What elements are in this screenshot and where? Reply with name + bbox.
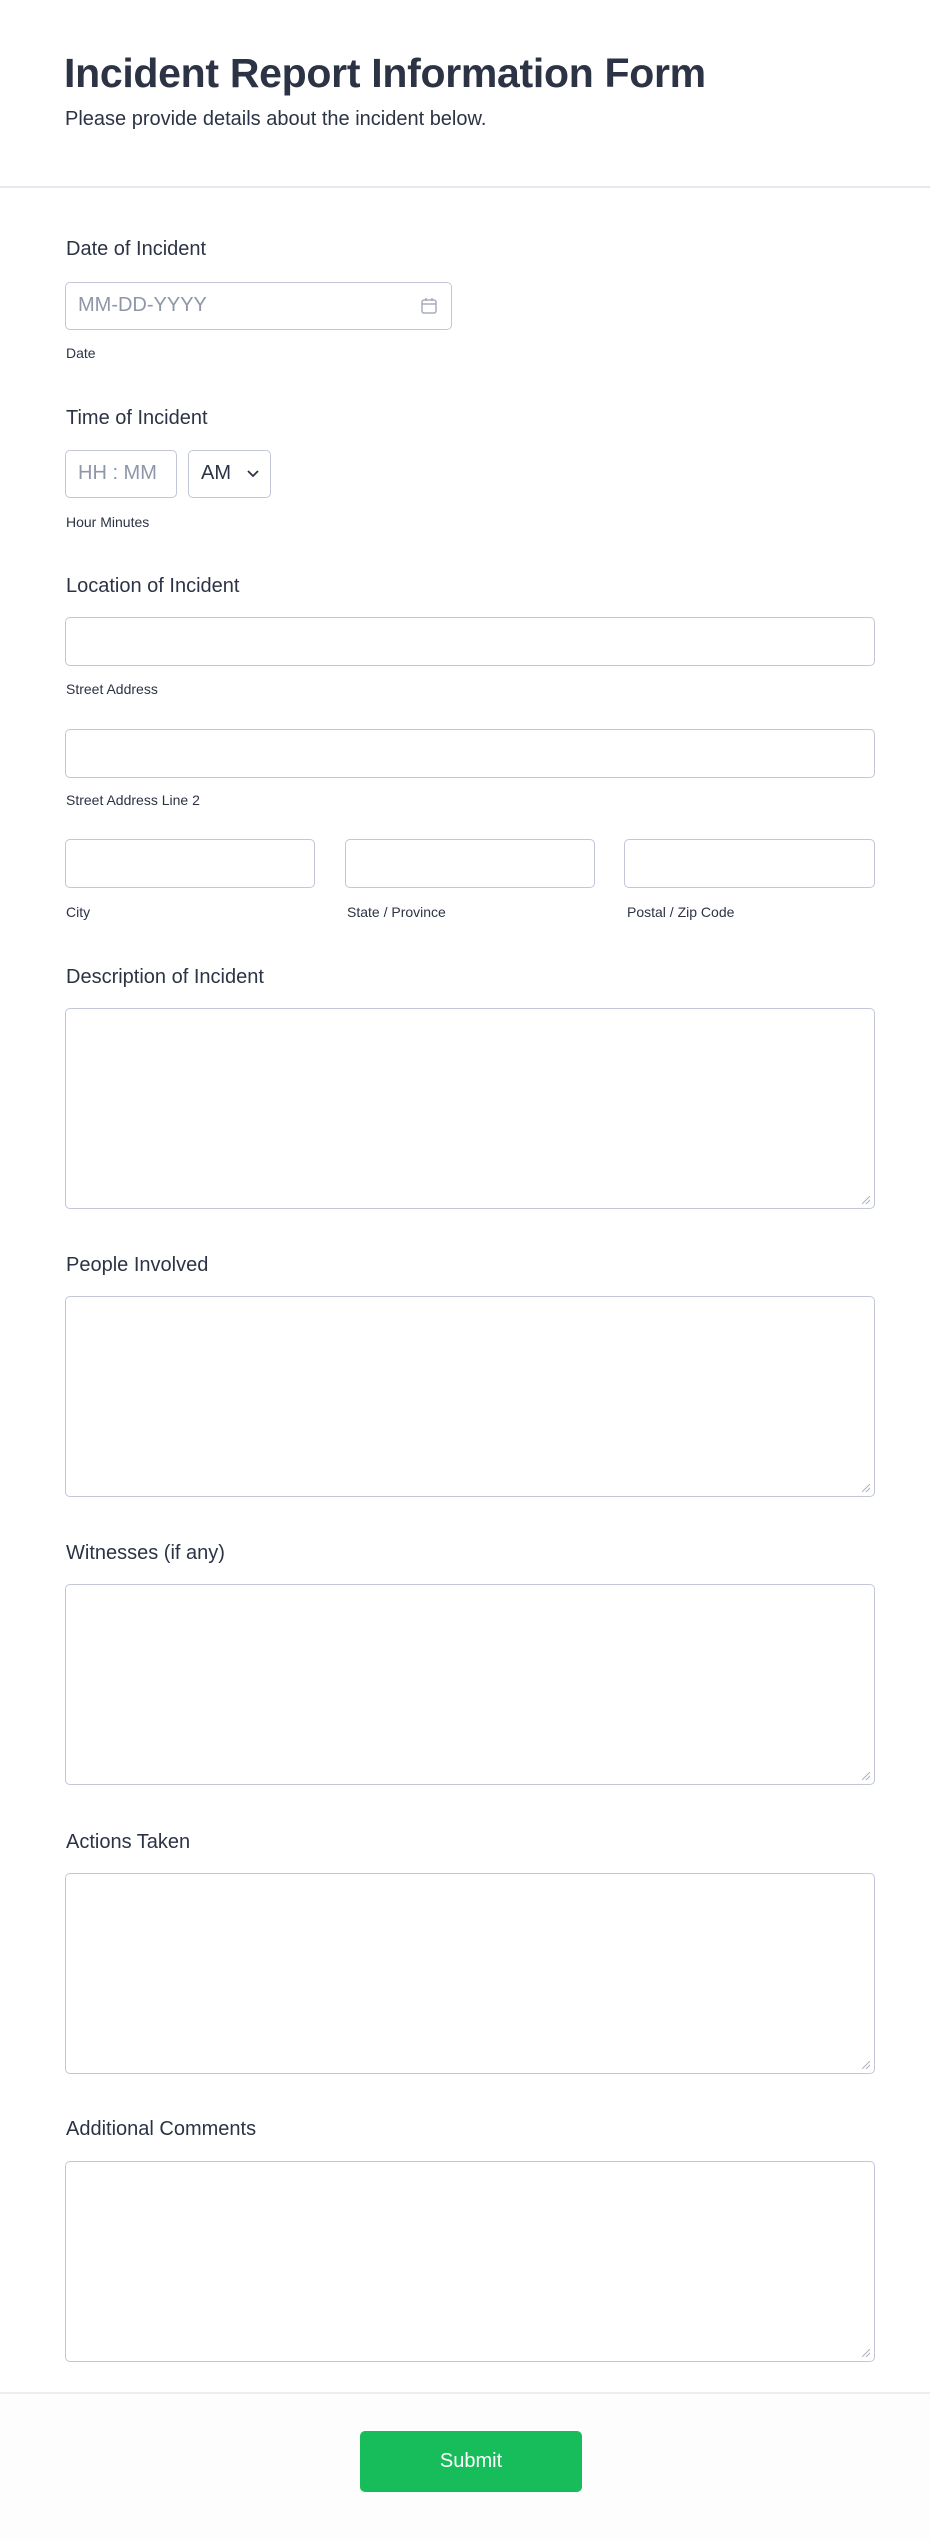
date-sublabel: Date [66, 345, 96, 361]
people-label: People Involved [66, 1254, 209, 1276]
time-label: Time of Incident [66, 407, 208, 429]
form-footer [0, 2392, 930, 2539]
actions-textarea[interactable] [65, 1873, 875, 2074]
page-subtitle: Please provide details about the incident below. [65, 108, 487, 130]
ampm-value: AM [201, 462, 231, 484]
witnesses-textarea[interactable] [65, 1584, 875, 1785]
form-header [0, 0, 930, 188]
street-address-2-input[interactable] [65, 729, 875, 778]
zip-sublabel: Postal / Zip Code [627, 904, 735, 920]
comments-label: Additional Comments [66, 2118, 257, 2140]
date-label: Date of Incident [66, 238, 207, 260]
actions-label: Actions Taken [66, 1831, 191, 1853]
time-input[interactable] [65, 450, 177, 498]
date-input[interactable] [65, 282, 452, 330]
city-sublabel: City [66, 904, 91, 920]
submit-button[interactable]: Submit [360, 2431, 582, 2492]
city-input[interactable] [65, 839, 315, 888]
description-label: Description of Incident [66, 966, 264, 988]
street-address-sublabel: Street Address [66, 681, 158, 697]
location-label: Location of Incident [66, 575, 240, 597]
description-textarea[interactable] [65, 1008, 875, 1209]
zip-input[interactable] [624, 839, 875, 888]
time-placeholder: HH : MM [78, 462, 157, 484]
street-address-input[interactable] [65, 617, 875, 666]
time-sublabel: Hour Minutes [66, 514, 150, 530]
comments-textarea[interactable] [65, 2161, 875, 2362]
people-textarea[interactable] [65, 1296, 875, 1497]
street-address-2-sublabel: Street Address Line 2 [66, 792, 200, 808]
state-sublabel: State / Province [347, 904, 446, 920]
ampm-select[interactable] [188, 450, 271, 498]
witnesses-label: Witnesses (if any) [66, 1542, 225, 1564]
chevron-down-icon [247, 470, 259, 478]
state-input[interactable] [345, 839, 595, 888]
date-placeholder: MM-DD-YYYY [78, 294, 207, 316]
calendar-icon[interactable] [420, 297, 438, 315]
page-title: Incident Report Information Form [64, 50, 706, 96]
